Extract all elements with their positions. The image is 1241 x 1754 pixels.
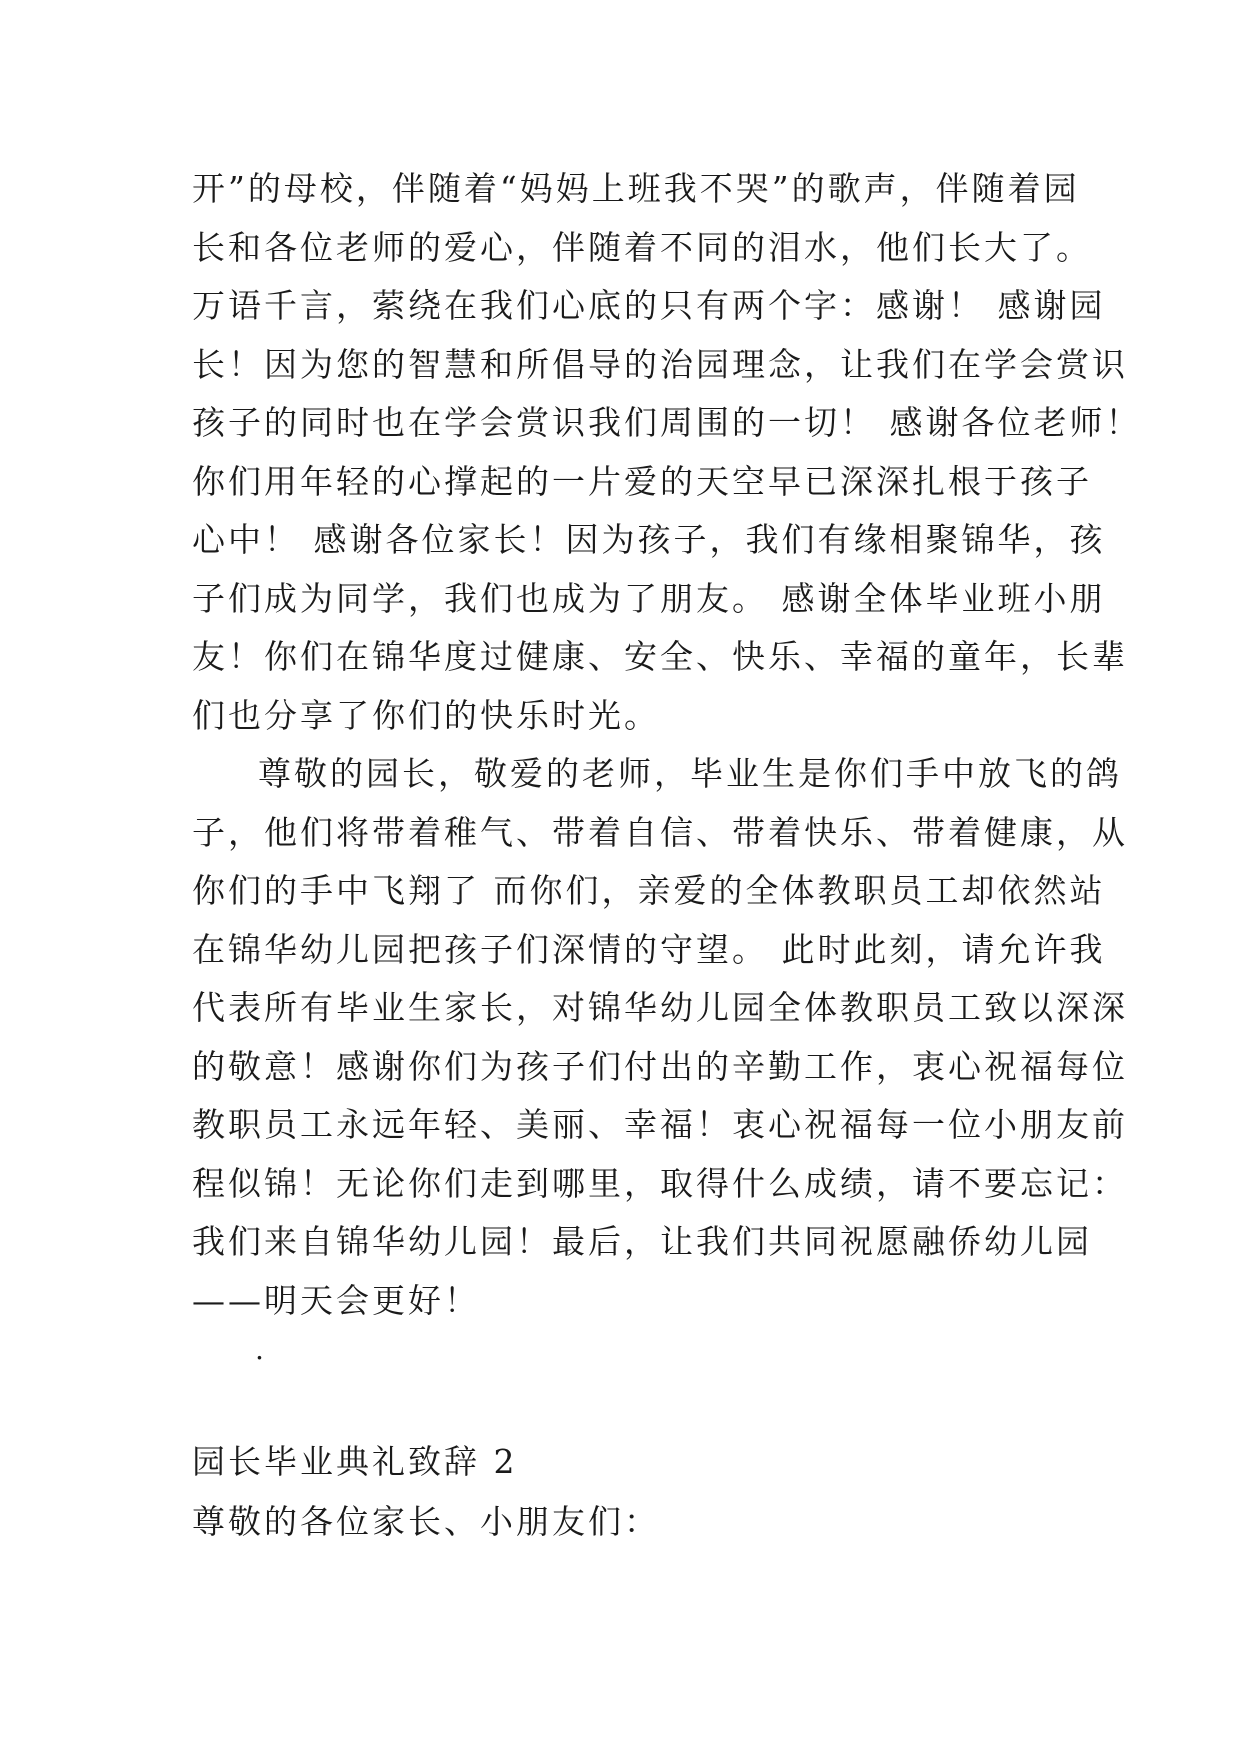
text-line: 尊敬的园长，敬爱的老师，毕业生是你们手中放飞的鸽 — [258, 754, 1122, 793]
text-line: 子，他们将带着稚气、带着自信、带着快乐、带着健康，从 — [192, 812, 1128, 852]
text-line: 开”的母校，伴随着“妈妈上班我不哭”的歌声，伴随着园 — [192, 169, 1080, 208]
text-line: 友！你们在锦华度过健康、安全、快乐、幸福的童年，长辈 — [192, 637, 1128, 676]
text-line: 在锦华幼儿园把孩子们深情的守望。 此时此刻，请允许我 — [192, 929, 1106, 969]
text-line: 我们来自锦华幼儿园！最后，让我们共同祝愿融侨幼儿园 — [192, 1222, 1092, 1261]
text-line: 孩子的同时也在学会赏识我们周围的一切！ 感谢各位老师！ — [192, 403, 1142, 442]
text-line: 长！因为您的智慧和所倡导的治园理念，让我们在学会赏识 — [192, 344, 1128, 384]
text-line: 心中！ 感谢各位家长！因为孩子，我们有缘相聚锦华，孩 — [192, 520, 1106, 559]
text-line: 你们的手中飞翔了 而你们，亲爱的全体教职员工却依然站 — [192, 871, 1106, 910]
text-line: ——明天会更好！ — [192, 1280, 480, 1320]
text-line: 的敬意！感谢你们为孩子们付出的辛勤工作，衷心祝福每位 — [192, 1046, 1128, 1086]
text-line: 万语千言，萦绕在我们心底的只有两个字：感谢！ 感谢园 — [192, 286, 1106, 325]
text-line: 们也分享了你们的快乐时光。 — [192, 695, 660, 735]
text-line: 代表所有毕业生家长，对锦华幼儿园全体教职员工致以深深 — [192, 988, 1128, 1027]
section-2 — [192, 1432, 660, 1552]
separator-dot: . — [255, 1333, 264, 1366]
text-line: 长和各位老师的爱心，伴随着不同的泪水，他们长大了。 — [192, 227, 1092, 267]
text-line: 子们成为同学，我们也成为了朋友。 感谢全体毕业班小朋 — [192, 578, 1106, 618]
section-title: 园长毕业典礼致辞 2 — [192, 1442, 518, 1481]
paragraph-1 — [192, 160, 1142, 745]
section-greeting: 尊敬的各位家长、小朋友们： — [192, 1502, 660, 1541]
text-line: 你们用年轻的心撑起的一片爱的天空早已深深扎根于孩子 — [192, 461, 1092, 501]
text-line: 教职员工永远年轻、美丽、幸福！衷心祝福每一位小朋友前 — [192, 1105, 1128, 1144]
text-line: 程似锦！无论你们走到哪里，取得什么成绩，请不要忘记： — [192, 1163, 1128, 1203]
body-text — [192, 160, 1142, 1330]
paragraph-2 — [192, 745, 1128, 1330]
